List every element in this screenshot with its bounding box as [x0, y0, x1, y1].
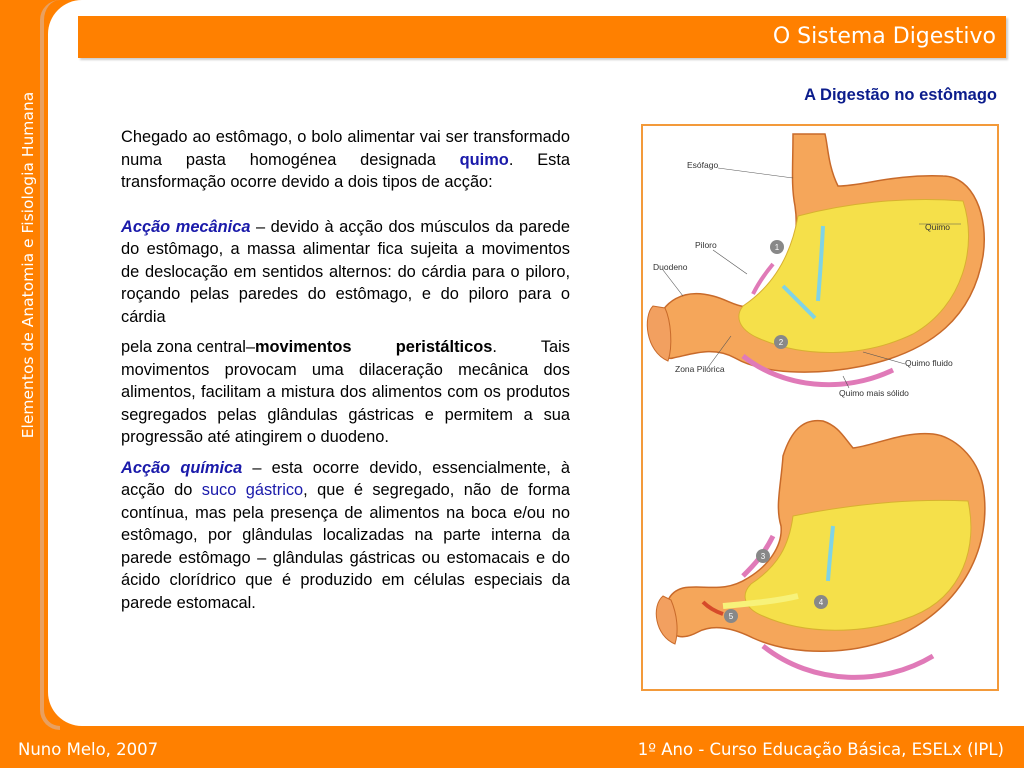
- term-accao-quimica: Acção química: [121, 458, 243, 477]
- intro-text: Chegado ao estômago, o bolo alimentar vai ser transformado numa pasta homogénea designada: [121, 128, 570, 169]
- mechanical-text: – devido à acção dos músculos da parede do estômago, a massa alimentar fica sujeita a movimentos de deslocação em sentidos alternos: do cárdia para o piloro, roçando pelas paredes do estômago, e do piloro para o cárdia: [121, 217, 571, 326]
- mechanical-text-line2: pela zona central–: [121, 338, 255, 356]
- duodeno-leader: [663, 270, 683, 296]
- mechanical-text-end: . Tais movimentos provocam uma dilaceração mecânica dos alimentos, facilitam a mistura dos alimentos com os produtos segregados pelas glândulas gástricas e permitem a sua progressão até atingirem o duodeno.: [121, 338, 570, 446]
- term-accao-mecanica: Acção mecânica: [121, 217, 251, 236]
- stomach-diagram: [643, 126, 997, 689]
- chemical-action-paragraph: [121, 457, 570, 615]
- label-zona-pilorica: Zona Pilórica: [675, 364, 725, 374]
- marker-1-label: 1: [774, 243, 780, 252]
- intro-paragraph: [121, 126, 570, 194]
- marker-3-label: 3: [760, 552, 766, 561]
- label-quimo-fluido: Quimo fluido: [905, 358, 953, 368]
- esofago-leader: [718, 168, 793, 178]
- intro-text-end: . Esta transformação ocorre devido a dois tipos de acção:: [121, 150, 570, 191]
- marker-5-label: 5: [728, 612, 734, 621]
- term-suco-gastrico: suco gástrico: [201, 481, 304, 499]
- stomach-lower: [656, 421, 985, 678]
- footer-course: 1º Ano - Curso Educação Básica, ESELx (IPL): [637, 740, 1004, 759]
- term-movimentos-peristalticos: movimentos peristálticos: [254, 338, 493, 356]
- label-quimo: Quimo: [925, 222, 951, 232]
- footer-author: Nuno Melo, 2007: [18, 740, 159, 759]
- term-quimo: quimo: [459, 150, 509, 169]
- pink-arrow-lower-b: [763, 646, 933, 677]
- sidebar-course-text: Elementos de Anatomia e Fisiologia Humana: [19, 91, 37, 439]
- piloro-leader: [713, 250, 747, 274]
- marker-2-label: 2: [778, 338, 784, 347]
- label-duodeno: Duodeno: [653, 262, 688, 272]
- chemical-text-end: , que é segregado, não de forma contínua, mas pela presença de alimentos na boca e/ou no estômago, por glândulas localizadas na parte interna da parede estômago – glândulas gástricas ou estomacais e do ácido clorídrico que é produzido em células especiais da parede estomacal.: [121, 481, 570, 612]
- duodenum-upper: [647, 306, 671, 361]
- title-bar: [78, 16, 1006, 58]
- chemical-text: – esta ocorre devido, essencialmente, à acção do: [121, 458, 570, 499]
- label-esofago: Esófago: [687, 160, 719, 170]
- section-subtitle: A Digestão no estômago: [804, 86, 997, 104]
- stomach-illustration: [641, 124, 999, 691]
- body-text: [121, 126, 570, 614]
- marker-4-label: 4: [818, 598, 824, 607]
- stomach-upper: [647, 134, 984, 398]
- mechanical-action-paragraph: [121, 216, 570, 449]
- label-piloro: Piloro: [695, 240, 717, 250]
- label-quimo-solido: Quimo mais sólido: [839, 388, 909, 398]
- page-title: O Sistema Digestivo: [772, 24, 996, 49]
